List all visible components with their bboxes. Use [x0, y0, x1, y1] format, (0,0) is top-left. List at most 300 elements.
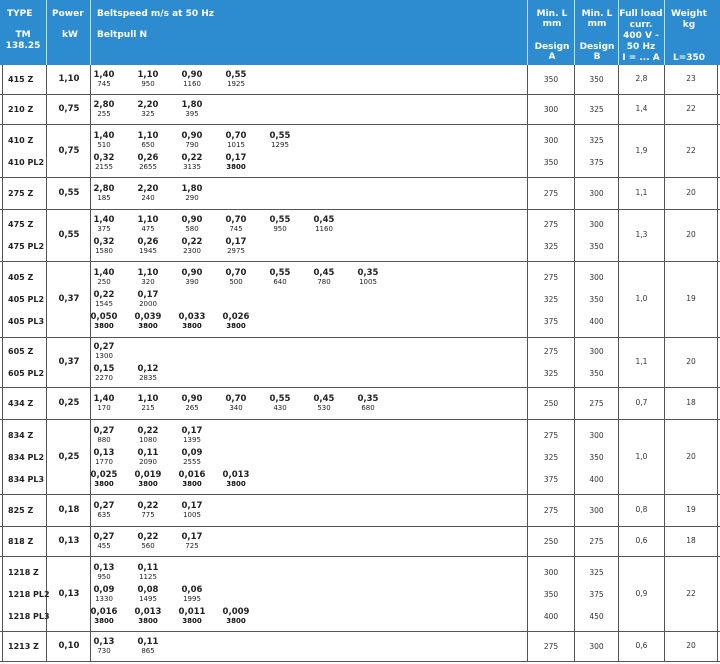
beltspeed-value: 0,45	[313, 394, 335, 404]
column-divider	[46, 95, 47, 124]
beltspeed-value: 0,22	[137, 425, 159, 436]
beltspeed-value: 0,27	[93, 501, 115, 511]
design-a-minl: 275	[543, 347, 559, 356]
full-load-current: 1,9	[635, 145, 648, 155]
design-b-minl: 350	[589, 369, 604, 378]
column-divider	[527, 125, 528, 177]
beltpull-value: 1005	[183, 511, 201, 519]
power-kw: 0,25	[58, 398, 80, 408]
beltspeed-value: 0,32	[93, 152, 115, 163]
design-a-minl: 325	[543, 295, 559, 304]
full-load-current: 0,6	[635, 641, 648, 650]
weight-kg: 20	[686, 357, 696, 366]
power-kw: 0,10	[58, 641, 80, 651]
type-label: 834 PL3	[8, 474, 45, 484]
beltpull-value: 255	[97, 110, 111, 118]
beltspeed-value: 0,55	[269, 130, 291, 141]
beltspeed-value: 0,09	[93, 584, 115, 595]
beltpull-value: 395	[185, 110, 199, 118]
beltpull-value: 580	[185, 225, 199, 233]
header-divider	[574, 0, 575, 65]
weight-kg: 22	[686, 104, 696, 113]
design-b-minl: 300	[589, 430, 604, 440]
type-label: 405 PL2	[8, 295, 45, 304]
beltspeed-value: 1,10	[137, 130, 159, 141]
beltpull-value: 1160	[315, 225, 333, 233]
table-row	[0, 95, 720, 125]
beltspeed-value: 0,025	[90, 469, 118, 480]
beltpull-value: 3800	[138, 479, 158, 488]
design-a-minl: 325	[543, 452, 559, 462]
design-a-minl: 275	[543, 642, 559, 651]
beltspeed-value: 0,11	[137, 562, 159, 573]
beltspeed-value: 2,20	[137, 100, 159, 110]
header-minl-a: Min. L	[536, 9, 568, 19]
beltspeed-value: 0,27	[93, 425, 115, 436]
beltspeed-value: 0,45	[313, 268, 335, 278]
beltpull-value: 2975	[227, 247, 245, 255]
column-divider	[527, 338, 528, 387]
beltpull-value: 3800	[226, 616, 246, 625]
beltspeed-value: 0,09	[181, 447, 203, 458]
beltpull-value: 340	[229, 404, 243, 412]
power-kw: 0,55	[58, 188, 80, 198]
beltspeed-value: 0,26	[137, 237, 159, 247]
weight-kg: 20	[686, 230, 696, 239]
beltspeed-value: 0,17	[181, 532, 203, 542]
beltpull-value: 2155	[95, 162, 113, 171]
column-divider	[574, 210, 575, 261]
header-full-load-voltage: 400 V -	[623, 31, 659, 41]
type-label: 605 Z	[8, 347, 34, 356]
column-divider	[46, 262, 47, 337]
beltpull-value: 560	[141, 542, 155, 550]
design-b-minl: 350	[589, 242, 604, 251]
design-a-minl: 300	[543, 105, 559, 114]
design-a-minl: 375	[543, 317, 559, 326]
beltspeed-value: 0,27	[93, 342, 115, 352]
beltspeed-value: 0,033	[178, 312, 206, 322]
column-divider	[46, 210, 47, 261]
table-row	[0, 632, 720, 662]
column-divider	[2, 495, 3, 526]
beltspeed-value: 1,80	[181, 184, 203, 194]
table-row	[0, 420, 720, 495]
header-power: Power	[52, 9, 84, 19]
column-divider	[2, 95, 3, 124]
beltspeed-value: 0,55	[269, 394, 291, 404]
beltpull-value: 430	[273, 404, 287, 412]
beltpull-value: 3800	[182, 322, 202, 330]
column-divider	[717, 495, 718, 526]
beltspeed-value: 0,13	[93, 562, 115, 573]
beltpull-value: 265	[185, 404, 199, 412]
beltpull-value: 375	[97, 225, 111, 233]
header-divider	[664, 0, 665, 65]
column-divider	[46, 495, 47, 526]
beltpull-value: 250	[97, 278, 111, 286]
beltspeed-value: 0,70	[225, 394, 247, 404]
full-load-current: 1,0	[635, 451, 648, 461]
weight-kg: 19	[686, 294, 696, 303]
beltpull-value: 1125	[139, 572, 157, 581]
table-row	[0, 262, 720, 338]
beltpull-value: 1080	[139, 435, 157, 444]
header-design-a-letter: A	[548, 52, 556, 62]
beltspeed-value: 1,40	[93, 394, 115, 404]
type-label: 1213 Z	[8, 642, 39, 651]
design-b-minl: 325	[589, 135, 604, 145]
beltspeed-value: 0,011	[178, 606, 206, 617]
weight-kg: 20	[686, 188, 696, 197]
header-divider	[46, 0, 47, 65]
table-row	[0, 210, 720, 262]
design-b-minl: 375	[589, 157, 604, 167]
beltpull-value: 2300	[183, 247, 201, 255]
header-divider	[90, 0, 91, 65]
design-b-minl: 275	[589, 537, 604, 546]
beltspeed-value: 0,90	[181, 394, 203, 404]
design-a-minl: 275	[543, 506, 559, 515]
table-row	[0, 495, 720, 527]
design-b-minl: 350	[589, 75, 604, 84]
beltspeed-value: 0,013	[222, 469, 250, 480]
beltspeed-value: 0,90	[181, 130, 203, 141]
design-a-minl: 350	[543, 589, 559, 599]
table-header	[0, 0, 720, 65]
full-load-current: 0,9	[635, 588, 648, 598]
beltpull-value: 2000	[139, 300, 157, 308]
header-full-load-unit: I = ... A	[622, 53, 660, 63]
column-divider	[717, 125, 718, 177]
beltpull-value: 1295	[271, 140, 289, 149]
header-weight: Weight	[671, 9, 707, 19]
type-label: 475 Z	[8, 220, 34, 229]
beltspeed-value: 0,70	[225, 130, 247, 141]
beltspeed-value: 1,40	[93, 215, 115, 225]
design-b-minl: 350	[589, 295, 604, 304]
beltpull-value: 455	[97, 542, 111, 550]
weight-kg: 20	[686, 451, 696, 461]
beltspeed-value: 0,009	[222, 606, 250, 617]
beltpull-value: 1330	[95, 594, 113, 603]
column-divider	[2, 262, 3, 337]
beltpull-value: 3800	[182, 479, 202, 488]
type-label: 1218 PL3	[8, 611, 50, 621]
column-divider	[717, 95, 718, 124]
column-divider	[2, 65, 3, 94]
header-type: TYPE	[7, 9, 33, 19]
beltpull-value: 510	[97, 140, 111, 149]
column-divider	[717, 178, 718, 209]
design-a-minl: 325	[543, 369, 559, 378]
beltpull-value: 780	[317, 278, 331, 286]
beltspeed-value: 2,20	[137, 184, 159, 194]
beltpull-value: 865	[141, 647, 155, 655]
column-divider	[717, 65, 718, 94]
beltpull-value: 170	[97, 404, 111, 412]
power-kw: 0,37	[58, 357, 80, 367]
beltpull-value: 390	[185, 278, 199, 286]
beltpull-value: 725	[185, 542, 199, 550]
beltpull-value: 3800	[94, 322, 114, 330]
full-load-current: 1,4	[635, 104, 648, 113]
column-divider	[2, 632, 3, 661]
beltpull-value: 1925	[227, 80, 245, 88]
column-divider	[574, 338, 575, 387]
beltspeed-value: 0,17	[181, 425, 203, 436]
design-b-minl: 375	[589, 589, 604, 599]
type-label: 605 PL2	[8, 369, 45, 378]
beltpull-value: 185	[97, 194, 111, 202]
beltpull-value: 475	[141, 225, 155, 233]
beltpull-value: 3800	[138, 322, 158, 330]
beltspeed-value: 0,12	[137, 364, 159, 374]
power-kw: 0,18	[58, 505, 80, 515]
header-divider	[618, 0, 619, 65]
column-divider	[2, 527, 3, 556]
beltpull-value: 650	[141, 140, 155, 149]
beltpull-value: 3800	[182, 616, 202, 625]
table-row	[0, 338, 720, 388]
beltpull-value: 950	[273, 225, 287, 233]
column-divider	[2, 125, 3, 177]
column-divider	[717, 210, 718, 261]
beltpull-value: 2555	[183, 457, 201, 466]
beltspeed-value: 0,27	[93, 532, 115, 542]
table-row	[0, 125, 720, 178]
weight-kg: 23	[686, 74, 696, 83]
beltspeed-value: 1,10	[137, 394, 159, 404]
design-a-minl: 375	[543, 474, 559, 484]
design-a-minl: 325	[543, 242, 559, 251]
type-label: 410 Z	[8, 135, 34, 145]
header-weight-unit: kg	[682, 20, 696, 30]
table-row	[0, 178, 720, 210]
weight-kg: 19	[686, 505, 696, 514]
weight-kg: 18	[686, 536, 696, 545]
header-divider	[527, 0, 528, 65]
beltpull-value: 745	[97, 80, 111, 88]
beltpull-value: 3800	[138, 616, 158, 625]
beltspeed-value: 0,22	[137, 532, 159, 542]
beltpull-value: 3800	[226, 479, 246, 488]
beltpull-value: 635	[97, 511, 111, 519]
full-load-current: 0,6	[635, 536, 648, 545]
column-divider	[46, 65, 47, 94]
beltpull-value: 3800	[94, 479, 114, 488]
beltspeed-value: 0,016	[178, 469, 206, 480]
design-a-minl: 250	[543, 537, 559, 546]
beltpull-value: 325	[141, 110, 155, 118]
column-divider	[46, 125, 47, 177]
beltspeed-value: 0,22	[137, 501, 159, 511]
beltspeed-value: 0,90	[181, 70, 203, 80]
beltpull-value: 790	[185, 140, 199, 149]
design-b-minl: 400	[589, 474, 604, 484]
type-label: 825 Z	[8, 506, 34, 515]
beltpull-value: 1300	[95, 352, 113, 360]
beltspeed-value: 0,016	[90, 606, 118, 617]
design-a-minl: 350	[543, 157, 559, 167]
type-label: 834 PL2	[8, 452, 45, 462]
full-load-current: 1,1	[635, 357, 648, 366]
type-label: 1218 PL2	[8, 589, 50, 599]
beltpull-value: 680	[361, 404, 375, 412]
beltpull-value: 500	[229, 278, 243, 286]
beltspeed-value: 0,019	[134, 469, 162, 480]
design-b-minl: 300	[589, 189, 604, 198]
power-kw: 0,37	[58, 294, 80, 304]
beltpull-value: 215	[141, 404, 155, 412]
column-divider	[717, 527, 718, 556]
design-b-minl: 300	[589, 506, 604, 515]
beltpull-value: 640	[273, 278, 287, 286]
header-design-b-letter: B	[593, 52, 601, 62]
column-divider	[46, 527, 47, 556]
power-kw: 0,55	[58, 230, 80, 240]
beltspeed-value: 1,40	[93, 268, 115, 278]
header-tm: TM	[15, 30, 31, 40]
header-full-load: Full load	[619, 9, 663, 19]
design-b-minl: 300	[589, 642, 604, 651]
beltspeed-value: 0,17	[181, 501, 203, 511]
type-label: 415 Z	[8, 75, 34, 84]
beltpull-value: 3800	[226, 322, 246, 330]
type-label: 1218 Z	[8, 567, 39, 577]
design-b-minl: 325	[589, 105, 604, 114]
beltspeed-value: 0,13	[93, 447, 115, 458]
weight-kg: 20	[686, 641, 696, 650]
weight-kg: 22	[686, 588, 696, 598]
design-a-minl: 275	[543, 189, 559, 198]
column-divider	[527, 210, 528, 261]
column-divider	[717, 262, 718, 337]
column-divider	[717, 388, 718, 419]
design-a-minl: 350	[543, 75, 559, 84]
beltspeed-value: 0,15	[93, 364, 115, 374]
beltpull-value: 950	[97, 572, 111, 581]
power-kw: 0,13	[58, 536, 80, 546]
power-kw: 0,25	[58, 451, 80, 462]
full-load-current: 0,7	[635, 398, 648, 407]
full-load-current: 0,8	[635, 505, 648, 514]
beltspeed-value: 0,35	[357, 268, 379, 278]
beltpull-value: 530	[317, 404, 331, 412]
beltpull-value: 1770	[95, 457, 113, 466]
beltpull-value: 1545	[95, 300, 113, 308]
beltpull-value: 3800	[226, 162, 246, 171]
beltpull-value: 775	[141, 511, 155, 519]
design-a-minl: 275	[543, 430, 559, 440]
beltspeed-value: 0,17	[225, 237, 247, 247]
column-divider	[574, 125, 575, 177]
beltpull-value: 1395	[183, 435, 201, 444]
table-row	[0, 65, 720, 95]
design-a-minl: 300	[543, 567, 559, 577]
table-row	[0, 388, 720, 420]
header-minl-a-unit: mm	[542, 19, 562, 29]
design-b-minl: 350	[589, 452, 604, 462]
beltspeed-value: 0,22	[93, 290, 115, 300]
type-label: 434 Z	[8, 399, 34, 408]
design-b-minl: 300	[589, 220, 604, 229]
weight-kg: 18	[686, 398, 696, 407]
beltpull-value: 1495	[139, 594, 157, 603]
type-label: 410 PL2	[8, 157, 45, 167]
header-minl-b: Min. L	[581, 9, 613, 19]
beltspeed-value: 0,90	[181, 215, 203, 225]
column-divider	[46, 338, 47, 387]
column-divider	[2, 420, 3, 494]
power-kw: 1,10	[58, 74, 80, 84]
beltspeed-value: 0,13	[93, 637, 115, 647]
column-divider	[717, 420, 718, 494]
design-b-minl: 300	[589, 347, 604, 356]
header-design-b: Design	[579, 42, 615, 52]
design-b-minl: 300	[589, 273, 604, 282]
beltpull-value: 1160	[183, 80, 201, 88]
header-beltpull: Beltpull N	[97, 30, 148, 40]
beltpull-value: 730	[97, 647, 111, 655]
beltpull-value: 320	[141, 278, 155, 286]
beltspeed-value: 1,40	[93, 70, 115, 80]
column-divider	[46, 178, 47, 209]
beltspeed-value: 0,026	[222, 312, 250, 322]
beltspeed-value: 0,55	[269, 215, 291, 225]
header-full-load-curr: curr.	[629, 20, 653, 30]
design-a-minl: 275	[543, 273, 559, 282]
beltspeed-value: 0,013	[134, 606, 162, 617]
design-a-minl: 300	[543, 135, 559, 145]
design-b-minl: 450	[589, 611, 604, 621]
column-divider	[2, 388, 3, 419]
column-divider	[2, 178, 3, 209]
type-label: 475 PL2	[8, 242, 45, 251]
column-divider	[717, 557, 718, 631]
header-design-a: Design	[534, 42, 570, 52]
beltspeed-value: 0,17	[137, 290, 159, 300]
power-kw: 0,13	[58, 588, 80, 599]
beltspeed-value: 0,32	[93, 237, 115, 247]
beltspeed-value: 1,10	[137, 215, 159, 225]
beltspeed-value: 0,06	[181, 584, 203, 595]
beltspeed-value: 0,35	[357, 394, 379, 404]
full-load-current: 1,1	[635, 188, 648, 197]
beltspeed-value: 0,90	[181, 268, 203, 278]
header-tm-number: 138.25	[5, 41, 41, 51]
type-label: 405 PL3	[8, 317, 45, 326]
beltpull-value: 1015	[227, 140, 245, 149]
beltspeed-value: 1,10	[137, 268, 159, 278]
type-label: 834 Z	[8, 430, 34, 440]
power-kw: 0,75	[58, 104, 80, 114]
header-weight-length: L=350	[672, 53, 706, 63]
table-row	[0, 527, 720, 557]
beltspeed-value: 1,80	[181, 100, 203, 110]
beltpull-value: 1995	[183, 594, 201, 603]
beltpull-value: 3800	[94, 616, 114, 625]
power-kw: 0,75	[58, 145, 80, 156]
beltspeed-value: 2,80	[93, 100, 115, 110]
beltspeed-value: 0,26	[137, 152, 159, 163]
beltspeed-value: 0,11	[137, 637, 159, 647]
beltspeed-value: 0,55	[225, 70, 247, 80]
type-label: 405 Z	[8, 273, 34, 282]
design-b-minl: 275	[589, 399, 604, 408]
design-a-minl: 275	[543, 220, 559, 229]
column-divider	[2, 338, 3, 387]
